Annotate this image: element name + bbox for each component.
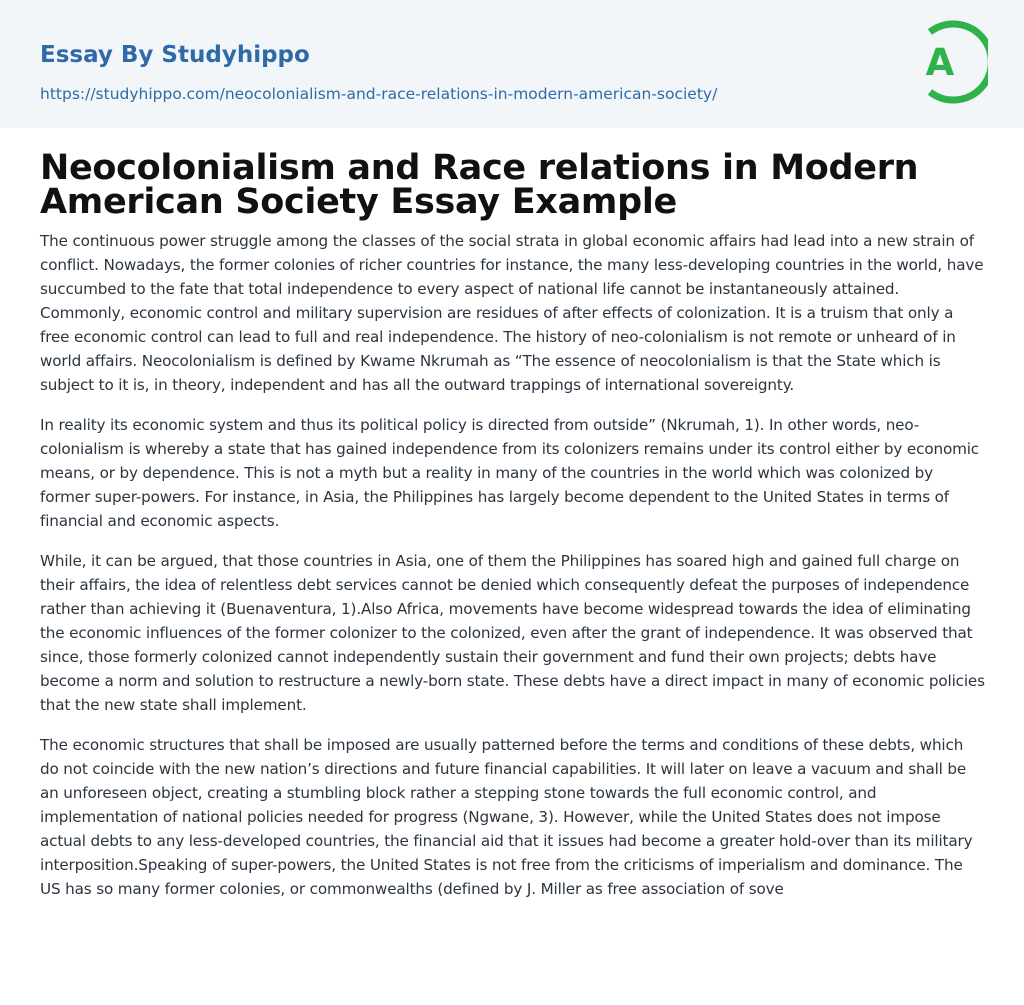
site-name[interactable]: Essay By Studyhippo: [40, 42, 310, 68]
logo-letter: A: [925, 41, 955, 84]
article-paragraph: The continuous power struggle among the classes of the social strata in global economic affairs had lead into a new strain of conflict. Nowadays, the former colonies of richer countries for instance, the many less-developing countries in the world, have succumbed to the fate that total independence to every aspect of national life cannot be instantaneously attained. Commonly, economic control and military supervision are residues of after effects of colonization. It is a truism that only a free economic control can lead to full and real independence. The history of neo-colonialism is not remote or unheard of in world affairs. Neocolonialism is defined by Kwame Nkrumah as “The essence of neocolonialism is that the State which is subject to it is, in theory, independent and has all the outward trappings of international sovereignty.: [40, 232, 984, 394]
article-paragraph: The economic structures that shall be imposed are usually patterned before the terms and conditions of these debts, which do not coincide with the new nation’s directions and future financial capabilities. It will later on leave a vacuum and shall be an unforeseen object, creating a stumbling block rather a stepping stone towards the full economic control, and implementation of national policies needed for progress (Ngwane, 3). However, while the United States does not impose actual debts to any less-developed countries, the financial aid that it issues had become a greater hold-over than its military interposition.Speaking of super-powers, the United States is not free from the criticisms of imperialism and dominance. The US has so many former colonies, or commonwealths (defined by J. Miller as free association of sove: [40, 736, 973, 898]
article-paragraph: In reality its economic system and thus its political policy is directed from outside” (Nkrumah, 1). In other words, neo-colonialism is whereby a state that has gained independence from its colonizers remains under its control either by economic means, or by dependence. This is not a myth but a reality in many of the countries in the world which was colonized by former super-powers. For instance, in Asia, the Philippines has largely become dependent to the United States in terms of financial and economic aspects.: [40, 416, 979, 530]
article-body: [40, 229, 986, 917]
article-url-link[interactable]: https://studyhippo.com/neocolonialism-and-race-relations-in-modern-american-society/: [40, 85, 718, 103]
article-paragraph: While, it can be argued, that those countries in Asia, one of them the Philippines has soared high and gained full charge on their affairs, the idea of relentless debt services cannot be denied which consequently defeat the purposes of independence rather than achieving it (Buenaventura, 1).Also Africa, movements have become widespread towards the idea of eliminating the economic influences of the former colonizer to the colonized, even after the grant of independence. It was observed that since, those formerly colonized cannot independently sustain their government and fund their own projects; debts have become a norm and solution to restructure a newly-born state. These debts have a direct impact in many of economic policies that the new state shall implement.: [40, 552, 985, 714]
article-title: Neocolonialism and Race relations in Modern American Society Essay Example: [40, 148, 919, 222]
